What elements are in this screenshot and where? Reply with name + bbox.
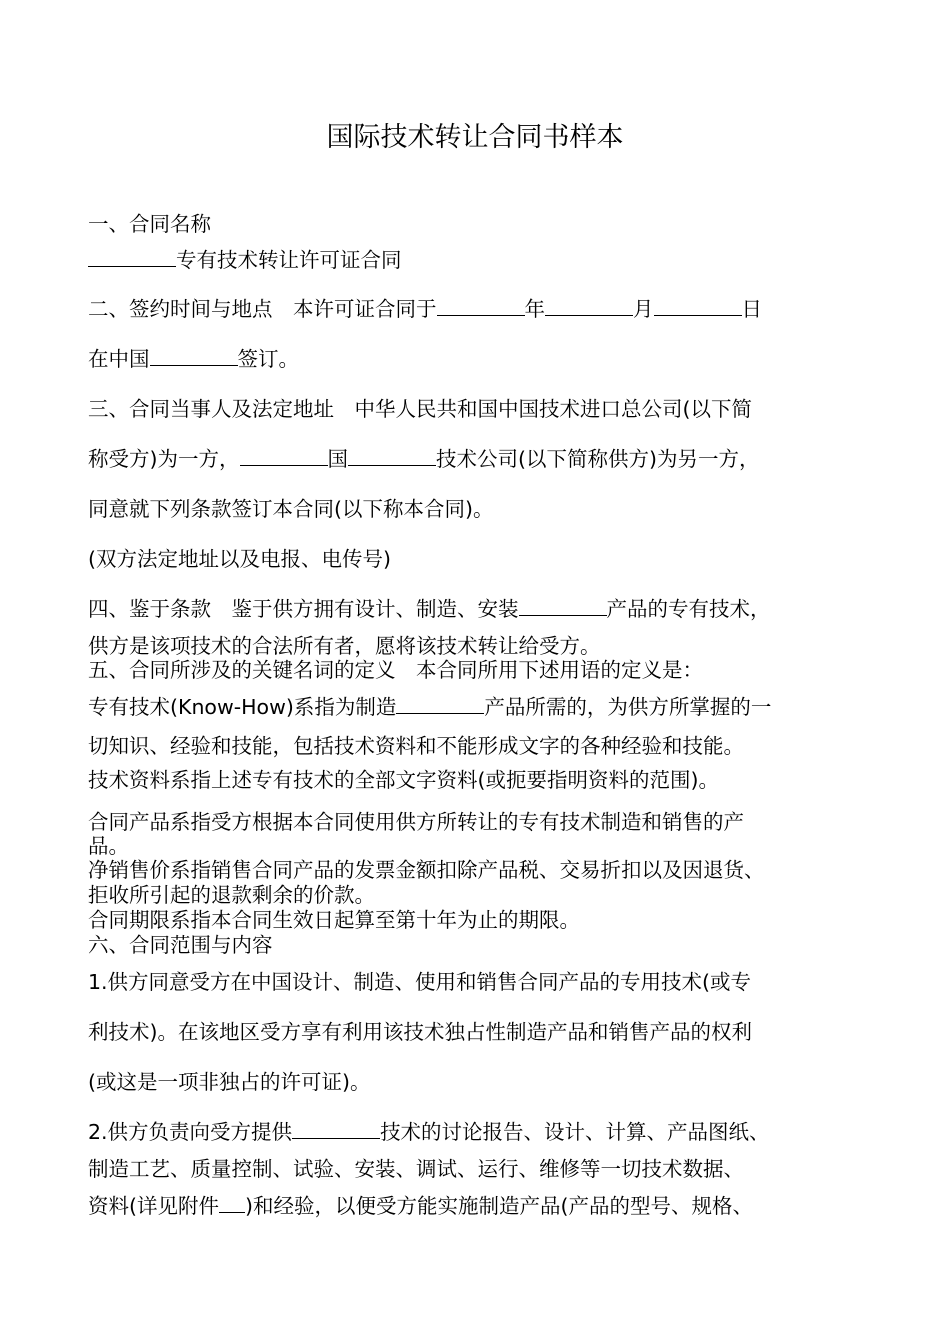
document-title: 国际技术转让合同书样本 [326, 122, 624, 153]
section-2-place-line [88, 346, 299, 372]
section-5-text: 产品所需的，为供方所掌握的一 [484, 695, 772, 719]
year-label: 年 [524, 297, 545, 321]
section-5-heading: 五、合同所涉及的关键名词的定义 本合同所用下述用语的定义是： [88, 658, 703, 682]
section-6-heading: 六、合同范围与内容 [88, 933, 273, 957]
section-5-line-1 [88, 694, 771, 720]
section-6-line-2: 利技术)。在该地区受方享有利用该技术独占性制造产品和销售产品的权利 [88, 1020, 752, 1044]
section-6-line-4 [88, 1119, 770, 1145]
section-3-text: 技术公司(以下简称供方)为另一方， [436, 447, 760, 471]
section-4-line-2: 供方是该项技术的合法所有者，愿将该技术转让给受方。 [88, 634, 601, 658]
section-6-line-5: 制造工艺、质量控制、试验、安装、调试、运行、维修等一切技术数据、 [88, 1157, 744, 1181]
section-5-line-2: 切知识、经验和技能，包括技术资料和不能形成文字的各种经验和技能。 [88, 734, 744, 758]
blank-field [545, 296, 633, 316]
section-3-line-4: (双方法定地址以及电报、电传号) [88, 547, 391, 571]
section-4-text: 产品的专有技术， [606, 597, 771, 621]
month-label: 月 [633, 297, 654, 321]
blank-field [219, 1193, 245, 1213]
section-3-text: 称受方)为一方， [88, 447, 240, 471]
section-4-text: 四、鉴于条款 鉴于供方拥有设计、制造、安装 [88, 597, 519, 621]
section-5-line-7: 拒收所引起的退款剩余的价款。 [88, 883, 375, 907]
section-6-text: )和经验，以便受方能实施制造产品(产品的型号、规格、 [245, 1194, 753, 1218]
blank-field [437, 296, 525, 316]
signed-text: 签订。 [237, 347, 299, 371]
section-2-text: 二、签约时间与地点 本许可证合同于 [88, 297, 437, 321]
section-5-line-6: 净销售价系指销售合同产品的发票金额扣除产品税、交易折扣以及因退货、 [88, 858, 765, 882]
section-2-line [88, 296, 762, 322]
section-4-line-1 [88, 596, 771, 622]
section-3-line-2 [88, 446, 760, 472]
section-5-line-3: 技术资料系指上述专有技术的全部文字资料(或扼要指明资料的范围)。 [88, 768, 719, 792]
section-5-line-8: 合同期限系指本合同生效日起算至第十年为止的期限。 [88, 908, 580, 932]
section-5-line-5: 品。 [88, 834, 129, 858]
section-3-line-1: 三、合同当事人及法定地址 中华人民共和国中国技术进口总公司(以下简 [88, 397, 752, 421]
section-6-line-1: 1.供方同意受方在中国设计、制造、使用和销售合同产品的专用技术(或专 [88, 970, 752, 994]
blank-field [150, 346, 238, 366]
blank-field [396, 694, 484, 714]
blank-field [654, 296, 742, 316]
section-6-line-3: (或这是一项非独占的许可证)。 [88, 1070, 371, 1094]
blank-field [519, 596, 607, 616]
section-5-text: 专有技术(Know-How)系指为制造 [88, 695, 397, 719]
blank-field [348, 446, 436, 466]
place-text: 在中国 [88, 347, 150, 371]
section-6-text: 2.供方负责向受方提供 [88, 1120, 293, 1144]
section-1-heading: 一、合同名称 [88, 212, 211, 236]
section-6-line-6 [88, 1193, 753, 1219]
day-label: 日 [741, 297, 762, 321]
blank-field [240, 446, 328, 466]
contract-name: 专有技术转让许可证合同 [176, 248, 402, 272]
country-label: 国 [327, 447, 348, 471]
blank-field [292, 1119, 380, 1139]
section-6-text: 资料(详见附件 [88, 1194, 219, 1218]
section-6-text: 技术的讨论报告、设计、计算、产品图纸、 [380, 1120, 770, 1144]
contract-name-line [88, 247, 402, 273]
section-5-line-4: 合同产品系指受方根据本合同使用供方所转让的专有技术制造和销售的产 [88, 810, 744, 834]
blank-field [88, 247, 176, 267]
section-3-line-3: 同意就下列条款签订本合同(以下称本合同)。 [88, 497, 494, 521]
